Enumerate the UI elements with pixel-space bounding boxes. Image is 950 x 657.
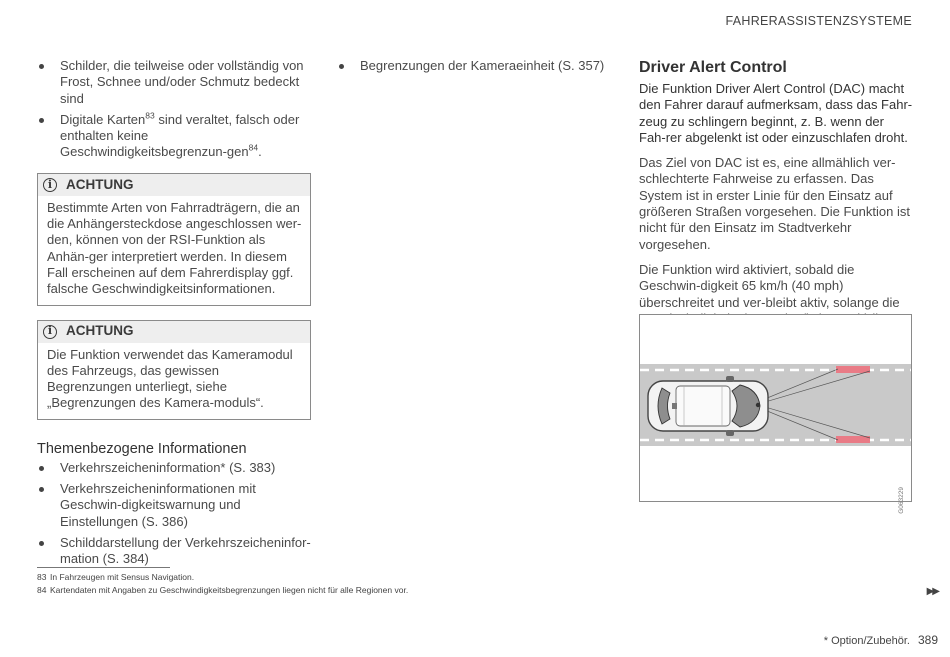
car-top-view bbox=[648, 376, 768, 436]
warning-box-camera-module bbox=[37, 320, 311, 420]
column-middle bbox=[337, 58, 607, 79]
continued-list bbox=[337, 58, 607, 74]
option-note: * Option/Zubehör. bbox=[823, 635, 910, 647]
list-item: Digitale Karten$^{83}$ sind veraltet, falsch oder enthalten keine Geschwindigkeitsbegrenzun-gen$^{84}$. bbox=[37, 112, 311, 161]
page-footer bbox=[824, 633, 938, 647]
body-paragraph: Das Ziel von DAC ist es, eine allmählich ver-schlechterte Fahrweise zu erfassen. Das System ist in erster Linie für den Einsatz auf größeren Straßen vorgesehen. Die Funktion ist nicht für den Einsatz im Stadtverkehr vorgesehen. bbox=[639, 155, 910, 252]
warning-text: Die Funktion verwendet das Kameramodul des Fahrzeugs, das gewissen Begrenzungen unterliegt, siehe „Begrenzungen des Kamera-moduls“. bbox=[47, 346, 293, 411]
warning-title: ACHTUNG bbox=[66, 176, 134, 192]
warning-text: Bestimmte Arten von Fahrradträgern, die an die Anhängersteckdose angeschlossen wer-den, können von der RSI-Funktion als Anhän-ger interpretiert werden. In diesem Fall erscheinen auf dem Fahrerdisplay ggf. falsche Geschwindigkeitsinformationen. bbox=[47, 199, 302, 297]
info-warning-icon: i bbox=[43, 325, 57, 339]
related-link[interactable]: Schilddarstellung der Verkehrszeicheninfor-mation (S. 384) bbox=[37, 535, 311, 568]
next-page-arrows-icon[interactable]: ▶▶ bbox=[926, 586, 938, 597]
lane-detection-zone-right bbox=[836, 436, 870, 443]
info-warning-icon: i bbox=[43, 178, 57, 192]
list-item: Schilder, die teilweise oder vollständig von Frost, Schnee und/oder Schmutz bedeckt sind bbox=[37, 58, 311, 107]
footnote-divider bbox=[37, 567, 170, 568]
lane-detection-zone-left bbox=[836, 366, 870, 373]
column-right bbox=[639, 58, 914, 336]
related-link[interactable]: Verkehrszeicheninformationen mit Geschwin-digkeitswarnung und Einstellungen (S. 386) bbox=[37, 481, 311, 530]
footnote-83: 83 In Fahrzeugen mit Sensus Navigation. bbox=[37, 572, 195, 582]
related-link[interactable]: Begrenzungen der Kameraeinheit (S. 357) bbox=[337, 58, 607, 74]
limitation-list bbox=[37, 58, 311, 161]
column-left bbox=[37, 58, 311, 573]
body-paragraph: Die Funktion wird aktiviert, sobald die Geschwin-digkeit 65 km/h (40 mph) überschreitet und ver-bleibt aktiv, solange die bbox=[639, 261, 900, 310]
running-header: FAHRERASSISTENZSYSTEME bbox=[725, 14, 912, 28]
dac-illustration bbox=[639, 314, 912, 514]
related-link[interactable]: Verkehrszeicheninformation* (S. 383) bbox=[37, 460, 311, 476]
warning-box-bicycle-carrier bbox=[37, 173, 311, 306]
section-title: Driver Alert Control bbox=[639, 59, 787, 76]
related-info-heading: Themenbezogene Informationen bbox=[37, 440, 247, 457]
car-on-road-illustration bbox=[640, 315, 911, 501]
intro-paragraph: Die Funktion Driver Alert Control (DAC) macht den Fahrer darauf aufmerksam, dass das Fahr-zeug zu schlingern beginnt, z. B. wenn der Fah-rer abgelenkt ist oder einzuschlafen droht. bbox=[639, 81, 913, 145]
footnote-84: 84 Kartendaten mit Angaben zu Geschwindigkeitsbegrenzungen liegen nicht für alle Regionen vor. bbox=[37, 585, 409, 595]
warning-header bbox=[38, 321, 310, 343]
related-info-list bbox=[37, 460, 311, 568]
warning-title: ACHTUNG bbox=[66, 323, 134, 339]
footnote-ref-83[interactable]: 83 bbox=[145, 110, 155, 121]
footnote-ref-84[interactable]: 84 bbox=[248, 143, 259, 154]
warning-header bbox=[38, 174, 310, 196]
figure-id: G063229 bbox=[898, 487, 905, 514]
page-number: 389 bbox=[917, 633, 938, 647]
